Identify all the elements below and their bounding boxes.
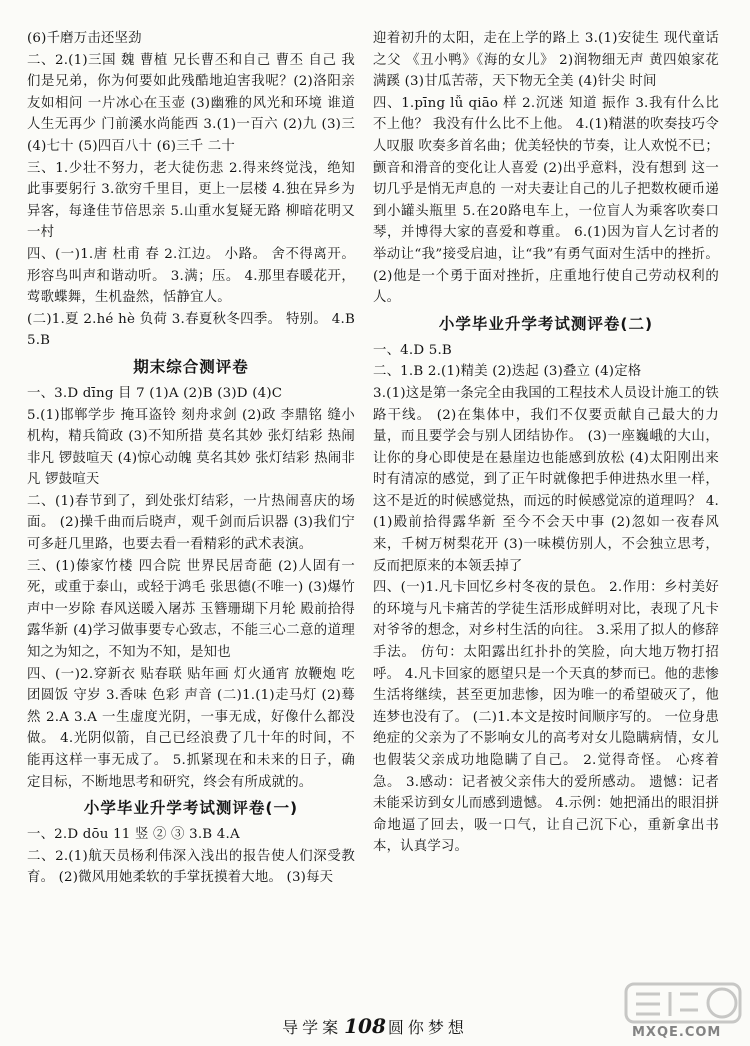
answer-paragraph: 5.(1)邯郸学步 掩耳盗铃 刻舟求剑 (2)政 李鼎铭 缝小机构，精兵简政 (3)不知所措 莫名其妙 张灯结彩 热闹非凡 锣鼓喧天 (4)惊心动魄 莫名其妙 张灯结彩 热闹非凡 锣鼓喧天	[27, 407, 355, 488]
section-heading: 期末综合测评卷	[133, 357, 249, 376]
answer-paragraph: 一、4.D 5.B	[373, 342, 452, 358]
footer-right-text: 圆你梦想	[387, 1018, 468, 1037]
answer-paragraph: 四、(一)1.凡卡回忆乡村冬夜的景色。 2.作用：乡村美好的环境与凡卡痛苦的学徒生活形成鲜明对比，表现了凡卡对爷爷的想念，对乡村生活的向往。 3.采用了拟人的修辞手法。 仿句：太阳露出红扑扑的笑脸，向大地万物打招呼。 4.凡卡回家的愿望只是一个天真的梦而已。他的悲惨生活将继续，甚至更加悲惨，因为唯一的希望破灭了，他连梦也没有了。 (二)1.本文是按时间顺序写的。 一位身患绝症的父亲为了不影响女儿的高考对女儿隐瞒病情，女儿也假装父亲成功地隐瞒了自己。 2.觉得奇怪。 心疼着急。 3.感动：记者被父亲伟大的爱所感动。 遗憾：记者未能采访到女儿而感到遗憾。 4.示例：她把涌出的眼泪拼命地逼了回去，吸一口气，让自己沉下心，重新拿出书本，认真学习。	[373, 580, 719, 855]
answer-paragraph: 二、2.(1)航天员杨利伟深入浅出的报告使人们深受教育。 (2)微风用她柔软的手掌抚摸着大地。 (3)每天	[27, 848, 355, 886]
answer-paragraph: 四、(一)2.穿新衣 贴春联 贴年画 灯火通宵 放鞭炮 吃团圆饭 守岁 3.香味 色彩 声音 (二)1.(1)走马灯 (2)蓦然 2.A 3.A 一生虚度光阴，一事无成，好像什么都没做。 4.光阴似箭，自己已经浪费了几十年的时间，不能再这样一事无成了。 5.抓紧现在和未来的日子，确定目标，不断地思考和研究，终会有所成就的。	[27, 666, 355, 790]
answer-paragraph: 二、(1)春节到了，到处张灯结彩，一片热闹喜庆的场面。 (2)操千曲而后晓声，观千剑而后识器 (3)我们宁可多赶几里路，也要去看一看精彩的武术表演。	[27, 493, 355, 553]
answer-paragraph: 一、3.D dīng 目 7 (1)A (2)B (3)D (4)C	[27, 385, 283, 401]
answer-paragraph: 三、(1)傣家竹楼 四合院 世界民居奇葩 (2)人固有一死，或重于泰山，或轻于鸿毛 张思德(不唯一) (3)爆竹声中一岁除 春风送暖入屠苏 玉簪珊瑚下月轮 殿前拾得露华新 (4)学习做事要专心致志，不能三心二意的道理 知之为知之，不知为不知，是知也	[27, 558, 360, 661]
answer-paragraph: 四、1.pīng lǚ qiāo 样 2.沉迷 知道 振作 3.我有什么比不上他？ 我没有什么比不上他。 4.(1)精湛的吹奏技巧令人叹服 吹奏多首名曲；优美轻快的节奏，让人欢悦不已；颤音和滑音的变化让人喜爱 (2)出乎意料，没有想到 这一切几乎是悄无声息的 一对夫妻让自己的儿子把数枚硬币递到小罐头瓶里 5.在20路电车上，一位盲人为乘客吹奏口琴，并博得大家的喜爱和尊重。 6.(1)因为盲人乞讨者的举动让“我”接受启迪，让“我”有勇气面对生活中的挫折。 (2)他是一个勇于面对挫折，庄重地行使自己劳动权利的人。	[373, 95, 724, 306]
answer-paragraph: 一、2.D dōu 11 竖 ② ③ 3.B 4.A	[27, 827, 240, 843]
page-number: 108	[344, 1014, 386, 1038]
answer-paragraph: 四、(一)1.唐 杜甫 春 2.江边。 小路。 舍不得离开。 形容鸟叫声和谐动听。 3.满；压。 4.那里春暖花开，莺歌蝶舞，生机盎然，恬静宜人。	[27, 246, 360, 306]
answer-paragraph: 3.(1)这是第一条完全由我国的工程技术人员设计施工的铁路干线。 (2)在集体中，我们不仅要贡献自己最大的力量，而且要学会与别人团结协作。 (3)一座巍峨的大山，让你的身心即使是在悬崖边也能感到放松 (4)太阳刚出来时有清凉的感觉，到了正午时就像把手伸进热水里一样，这不是近的时候感觉热，而远的时候感觉凉的道理吗？ 4.(1)殿前拾得露华新 至今不会天中事 (2)忽如一夜春风来，千树万树梨花开 (3)一味模仿别人，不会独立思考，反而把原来的本领丢掉了	[373, 385, 719, 574]
answer-paragraph: (二)1.夏 2.hé hè 负荷 3.春夏秋冬四季。 特别。 4.B 5.B	[27, 311, 360, 349]
right-column	[373, 28, 724, 858]
answer-paragraph: 迎着初升的太阳，走在上学的路上 3.(1)安徒生 现代童话之父 《丑小鸭》《海的女儿》 2)润物细无声 黄四娘家花满蹊 (3)甘瓜苦蒂，天下物无全美 (4)针尖 时间	[373, 31, 719, 90]
section-heading: 小学毕业升学考试测评卷(二)	[438, 314, 654, 333]
watermark-text: MXQE.COM	[632, 1025, 722, 1040]
answer-paragraph: 二、2.(1)三国 魏 曹植 兄长曹丕和自己 曹丕 自己 我们是兄弟，你为何要如此残酷地迫害我呢？(2)洛阳亲友如相问 一片冰心在玉壶 (3)幽雅的风光和环境 谁道人生无再少 门前溪水尚能西 3.(1)一百六 (2)九 (3)三 (4)七十 (5)四百八十 (6)三千 二十	[27, 52, 360, 154]
answer-paragraph: 三、1.少壮不努力，老大徒伤悲 2.得来终觉浅，绝知此事要躬行 3.欲穷千里目，更上一层楼 4.独在异乡为异客，每逢佳节倍思亲 5.山重水复疑无路 柳暗花明又一村	[27, 160, 355, 241]
footer-left-text: 导学案	[282, 1018, 343, 1037]
section-heading: 小学毕业升学考试测评卷(一)	[83, 799, 299, 818]
answer-paragraph: 二、1.B 2.(1)精美 (2)迭起 (3)叠立 (4)定格	[373, 364, 642, 380]
answer-paragraph: (6)千磨万击还坚劲	[27, 31, 142, 46]
left-column	[27, 28, 360, 889]
